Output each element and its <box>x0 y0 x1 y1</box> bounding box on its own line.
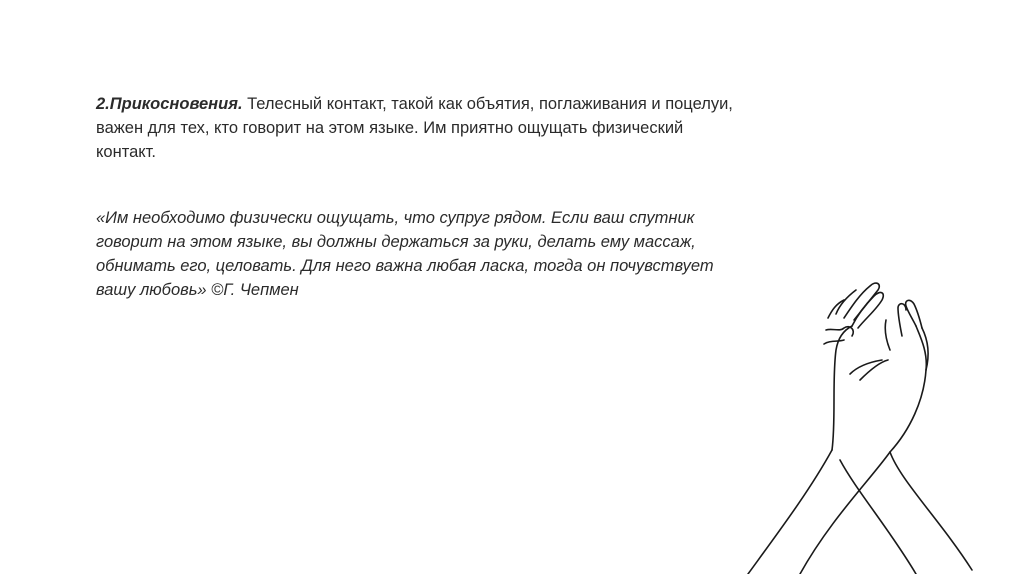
touch-paragraph <box>96 92 736 164</box>
paragraph-body: Телесный контакт, такой как объятия, поглаживания и поцелуи, важен для тех, кто говорит на этом языке. Им приятно ощущать физический контакт. <box>96 95 733 161</box>
paragraph-lead: 2.Прикосновения. <box>96 95 243 113</box>
holding-hands-icon <box>740 270 980 574</box>
chapman-quote: «Им необходимо физически ощущать, что супруг рядом. Если ваш спутник говорит на этом языке, вы должны держаться за руки, делать ему массаж, обнимать его, целовать. Для него важна любая ласка, тогда он почувствует вашу любовь» ©Г. Чепмен <box>96 209 714 299</box>
